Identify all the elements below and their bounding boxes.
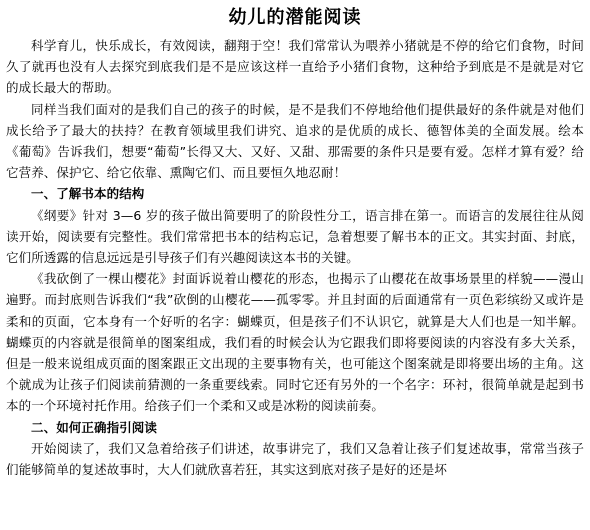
document-body: [6, 35, 584, 480]
paragraph-guidance-1: 开始阅读了，我们又急着给孩子们讲述，故事讲完了，我们又急着让孩子们复述故事，常常当孩子们能够简单的复述故事时，大人们就欣喜若狂，其实这到底对孩子是好的还是坏: [6, 440, 584, 478]
paragraph-intro-1: 科学育儿，快乐成长，有效阅读，翻翔于空！我们常常认为喂养小猪就是不停的给它们食物，时间久了就再也没有人去探究到底我们是不是应该这样一直给予小猪们食物，这种给予到底是不是就是对它的成长最大的帮助。: [6, 38, 584, 96]
paragraph-structure-2: 《我砍倒了一棵山樱花》封面诉说着山樱花的形态，也揭示了山樱花在故事场景里的样貌——漫山遍野。而封底则告诉我们“我”砍倒的山樱花——孤零零。并且封面的后面通常有一页色彩缤纷又或许是柔和的页面，它本身有一个好听的名字：蝴蝶页，但是孩子们不认识它，就算是大人们也是一知半解。蝴蝶页的内容就是很简单的图案组成，我们看的时候会认为它跟我们即将要阅读的内容没有多大关系，但是一般来说组成页面的图案跟正文出现的主要事物有关，也可能这个图案就是即将要出场的主角。这个就成为让孩子们阅读前猜测的一条重要线索。同时它还有另外的一个名字：环衬，很简单就是起到书本的一个环境衬托作用。给孩子们一个柔和又或是冰粉的阅读前奏。: [6, 271, 584, 414]
paragraph-structure-1: 《纲要》针对 3—6 岁的孩子做出简要明了的阶段性分工，语言排在第一。而语言的发展往往从阅读开始，阅读要有完整性。我们常常把书本的结构忘记，急着想要了解书本的正文。其实封面、封底，它们所透露的信息远远是引导孩子们有兴趣阅读这本书的关键。: [6, 207, 584, 266]
section-heading-guidance: 二、如何正确指引阅读: [31, 419, 158, 435]
section-heading-structure: 一、了解书本的结构: [31, 186, 145, 202]
paragraph-intro-2: 同样当我们面对的是我们自己的孩子的时候，是不是我们不停地给他们提供最好的条件就是对他们成长给予了最大的扶持？在教育领域里我们讲究、追求的是优质的成长、德智体美的全面发展。绘本《葡萄》告诉我们，想要“葡萄”长得又大、又好、又甜、那需要的条件只是要有爱。怎样才算有爱？给它营养、保护它、给它依靠、熏陶它们、而且要恒久地忍耐！: [6, 101, 584, 181]
document-title: 幼儿的潜能阅读: [228, 7, 362, 28]
